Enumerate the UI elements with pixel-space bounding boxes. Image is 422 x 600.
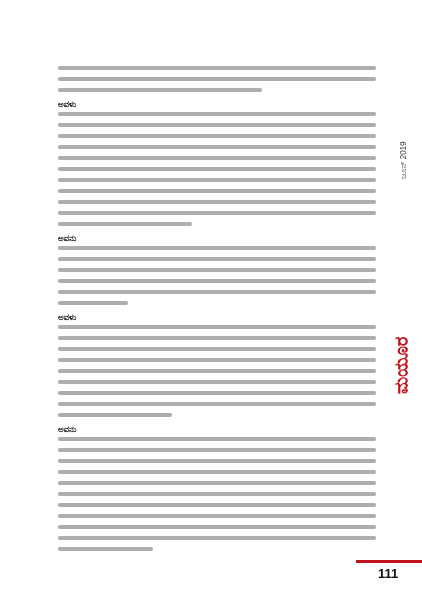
section-heading: ಅವಳು <box>58 100 77 110</box>
side-margin <box>386 120 416 560</box>
text-line <box>58 536 376 540</box>
text-line <box>58 200 376 204</box>
article-column <box>58 66 376 564</box>
text-line <box>58 301 128 305</box>
body-paragraph <box>58 112 376 226</box>
text-line <box>58 503 376 507</box>
text-line <box>58 77 376 81</box>
text-line <box>58 66 376 70</box>
body-paragraph <box>58 437 376 551</box>
text-line <box>58 391 376 395</box>
text-line <box>58 123 376 127</box>
text-line <box>58 369 376 373</box>
body-paragraph <box>58 66 376 92</box>
text-line <box>58 222 192 226</box>
text-line <box>58 336 376 340</box>
text-line <box>58 279 376 283</box>
text-line <box>58 514 376 518</box>
text-line <box>58 112 376 116</box>
body-paragraph <box>58 325 376 417</box>
text-line <box>58 145 376 149</box>
text-line <box>58 211 376 215</box>
footer-accent-bar <box>356 560 422 563</box>
section-heading: ಅವನು <box>58 234 77 244</box>
text-line <box>58 167 376 171</box>
text-line <box>58 325 376 329</box>
text-line <box>58 437 376 441</box>
body-paragraph <box>58 246 376 305</box>
text-line <box>58 492 376 496</box>
text-line <box>58 448 376 452</box>
text-line <box>58 257 376 261</box>
text-line <box>58 525 376 529</box>
text-line <box>58 481 376 485</box>
text-line <box>58 134 376 138</box>
section-heading: ಅವಳು <box>58 313 77 323</box>
text-line <box>58 459 376 463</box>
text-line <box>58 470 376 474</box>
text-line <box>58 413 172 417</box>
text-line <box>58 156 376 160</box>
page-number: 111 <box>378 566 399 581</box>
text-line <box>58 290 376 294</box>
text-line <box>58 268 376 272</box>
text-line <box>58 246 376 250</box>
issue-date: ಜೂನ್ 2019 <box>399 141 408 179</box>
section-heading: ಅವನು <box>58 425 77 435</box>
text-line <box>58 178 376 182</box>
text-line <box>58 347 376 351</box>
text-line <box>58 380 376 384</box>
text-line <box>58 358 376 362</box>
text-line <box>58 189 376 193</box>
text-line <box>58 88 262 92</box>
text-line <box>58 402 376 406</box>
text-line <box>58 547 153 551</box>
magazine-masthead: ಮಯೂರ <box>391 336 413 394</box>
